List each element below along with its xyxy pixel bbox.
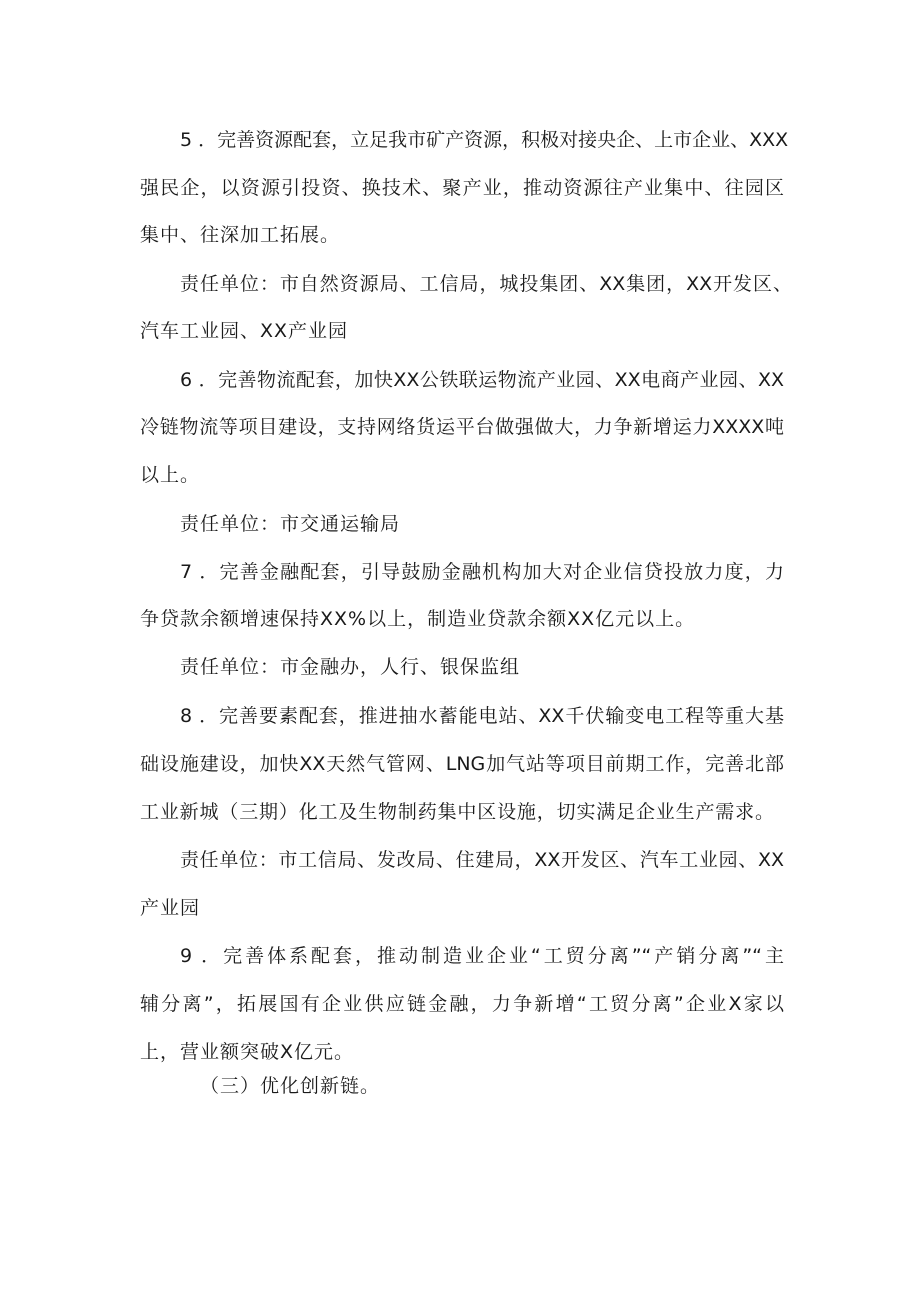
item-8-line-3: 工业新城（三期）化工及生物制药集中区设施，切实满足企业生产需求。: [140, 801, 774, 823]
item-6-line-3: 以上。: [140, 464, 201, 486]
item-9-line-3: 上，营业额突破X亿元。: [140, 1041, 355, 1063]
item-9-line-2: 辅分离”，拓展国有企业供应链金融，力争新增“工贸分离”企业X家以: [140, 993, 784, 1015]
item-9-line-1: 9 ．完善体系配套，推动制造业企业“工贸分离”“产销分离”“主: [180, 945, 784, 967]
item-5-responsibility-line-2: 汽车工业园、XX产业园: [140, 320, 349, 342]
item-6-line-1: 6 ．完善物流配套，加快XX公铁联运物流产业园、XX电商产业园、XX: [180, 369, 784, 391]
item-6-responsibility-line-1: 责任单位：市交通运输局: [180, 513, 401, 535]
item-5-line-2: 强民企，以资源引投资、换技术、聚产业，推动资源往产业集中、往园区: [140, 177, 784, 199]
item-8-responsibility-line-2: 产业园: [140, 897, 201, 919]
section-heading: （三）优化创新链。: [200, 1075, 381, 1097]
item-5-line-3: 集中、往深加工拓展。: [140, 224, 341, 246]
item-7-line-1: 7 ．完善金融配套，引导鼓励金融机构加大对企业信贷投放力度，力: [180, 561, 784, 583]
item-5-responsibility-line-1: 责任单位：市自然资源局、工信局，城投集团、XX集团，XX开发区、: [180, 273, 792, 295]
item-8-responsibility-line-1: 责任单位：市工信局、发改局、住建局，XX开发区、汽车工业园、XX: [180, 849, 784, 871]
item-5-line-1: 5 ．完善资源配套，立足我市矿产资源，积极对接央企、上市企业、XXX: [180, 129, 789, 151]
item-8-line-2: 础设施建设，加快XX天然气管网、LNG加气站等项目前期工作，完善北部: [140, 753, 784, 775]
item-7-line-2: 争贷款余额增速保持XX%以上，制造业贷款余额XX亿元以上。: [140, 608, 696, 630]
item-7-responsibility-line-1: 责任单位：市金融办，人行、银保监组: [180, 656, 521, 678]
item-6-line-2: 冷链物流等项目建设，支持网络货运平台做强做大，力争新增运力XXXX吨: [140, 416, 784, 438]
item-8-line-1: 8 ．完善要素配套，推进抽水蓄能电站、XX千伏输变电工程等重大基: [180, 705, 784, 727]
